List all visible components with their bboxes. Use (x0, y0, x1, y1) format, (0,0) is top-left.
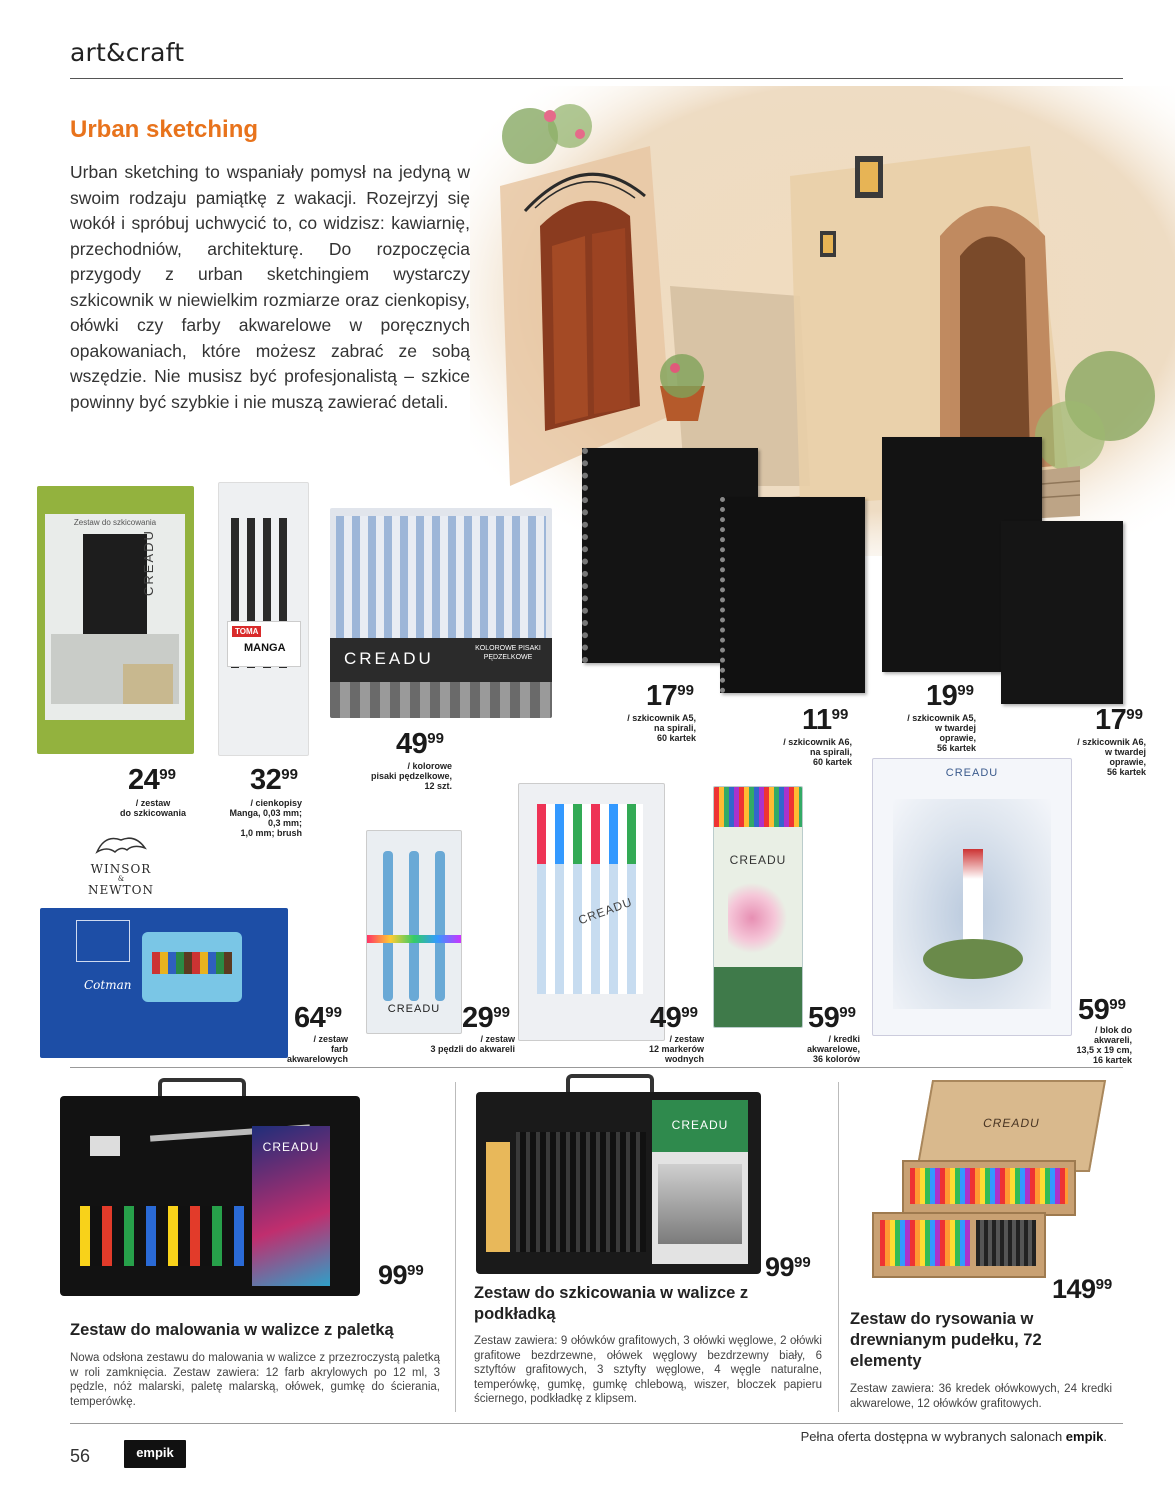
price-wooden-box: 14999 (1052, 1274, 1113, 1304)
brushes-brand: CREADU (387, 1003, 441, 1015)
painting-case-brand: CREADU (262, 1140, 320, 1154)
price-watercolour-pad: 5999 (1078, 994, 1126, 1026)
price-painting-case: 9999 (378, 1260, 424, 1290)
brush-pens-label: KOLOROWE PISAKI PĘDZELKOWE (475, 645, 541, 661)
painting-case-title: Zestaw do malowania w walizce z paletką (70, 1321, 394, 1339)
price-manga-pens: 3299 (250, 764, 298, 796)
price-pencils-tin: 5999 (808, 1002, 856, 1034)
price-sketch-set: 2499 (128, 764, 176, 796)
wooden-box-title: Zestaw do rysowania w drewnianym pudełku, 72 elementy (850, 1310, 1042, 1370)
desc-pencils-tin: / kredki akwarelowe, 36 kolorów (806, 1034, 860, 1064)
price-sketchbook-a6-spiral: 1199 (802, 704, 849, 736)
desc-cotman-set: / zestaw farb akwarelowych (286, 1034, 348, 1064)
price-sketching-case: 9999 (765, 1252, 811, 1282)
product-image-brush-pens (330, 508, 552, 718)
desc-sketchbook-a5-spiral: / szkicownik A5, na spirali, 60 kartek (627, 713, 696, 743)
desc-markers: / zestaw 12 markerów wodnych (648, 1034, 704, 1064)
product-image-watercolour-pad (872, 758, 1072, 1036)
price-sketchbook-a6-hard: 1799 (1095, 704, 1143, 736)
product-image-sketch-set (37, 486, 194, 754)
winsor-newton-logo: WINSOR & NEWTON (80, 832, 162, 897)
sketching-case-desc: Zestaw zawiera: 9 ołówków grafitowych, 3 ołówki węglowe, 2 ołówki grafitowe bezdrzewne, ołówek węglowy bezdrzewny biały, 6 sztyftów grafitowych, 3 sztyfty węglowe, 4 węgle naturalne, temperówkę, gumkę, gumkę chlebową, wiszer, bloczek papieru ściernego, podkładkę z klipsem. (474, 1335, 822, 1405)
product-image-manga-pens (218, 482, 309, 756)
box-label: Zestaw do szkicowania (73, 518, 157, 527)
brush-pens-brand: CREADU (344, 649, 434, 668)
pen-brand: TOMA (232, 626, 261, 637)
markers-brand: CREADU (576, 894, 635, 928)
pen-label: MANGA (244, 642, 286, 654)
product-image-sketching-case (476, 1074, 761, 1274)
price-sketchbook-a5-spiral: 1799 (646, 680, 694, 712)
column-divider-1 (455, 1082, 456, 1412)
desc-sketchbook-a6-hard: / szkicownik A6, w twardej oprawie, 56 kartek (1077, 737, 1146, 777)
price-markers: 4999 (650, 1002, 698, 1034)
painting-case-desc: Nowa odsłona zestawu do malowania w walizce z przezroczystą paletką w roli zamknięcia. Zestaw zawiera: 12 farb akrylowych po 12 ml, 3 pędzle, nóż malarski, paletę malarską, ołówek, gumkę do ścierania, temperówkę. (70, 1352, 440, 1408)
sketching-case-brand: CREADU (671, 1118, 729, 1132)
header-divider (70, 78, 1123, 79)
empik-logo: empik (124, 1440, 186, 1468)
price-brushes: 2999 (462, 1002, 510, 1034)
desc-watercolour-pad: / blok do akwareli, 13,5 x 19 cm, 16 kartek (1076, 1025, 1132, 1065)
street-illustration (470, 86, 1175, 556)
product-image-sketchbook-a6-spiral (720, 497, 865, 693)
griffin-icon (91, 832, 151, 858)
product-image-sketchbook-a6-hard (1001, 521, 1123, 704)
box-brand: CREADU (141, 529, 156, 596)
product-image-wooden-box (862, 1080, 1102, 1278)
wooden-box-desc: Zestaw zawiera: 36 kredek ołówkowych, 24 kredki akwarelowe, 12 ołówków grafitowych. (850, 1383, 1112, 1410)
product-image-cotman-set (40, 908, 288, 1058)
desc-sketchbook-a6-spiral: / szkicownik A6, na spirali, 60 kartek (783, 737, 852, 767)
pad-brand: CREADU (945, 767, 999, 779)
desc-brush-pens: / kolorowe pisaki pędzelkowe, 12 szt. (370, 761, 452, 791)
footer-divider (70, 1423, 1123, 1424)
article-title: Urban sketching (70, 116, 259, 143)
product-image-pencils-tin (713, 786, 803, 1028)
wooden-box-brand: CREADU (981, 1116, 1042, 1130)
price-sketchbook-a5-hard: 1999 (926, 680, 974, 712)
pencils-brand: CREADU (729, 853, 787, 867)
desc-sketch-set: / zestaw do szkicowania (119, 798, 187, 818)
footer-note: Pełna oferta dostępna w wybranych salonach empik. (800, 1429, 1107, 1444)
product-image-brushes (366, 830, 462, 1034)
price-cotman-set: 6499 (294, 1002, 342, 1034)
article-body: Urban sketching to wspaniały pomysł na jedyną w swoim rodzaju pamiątkę z wakacji. Rozejrzyj się wokół i spróbuj uchwycić to, co widzisz: kawiarnię, przechodniów, architekturę. Do rozpoczęcia przygody z urban sketchingiem wystarczy szkicownik w niewielkim rozmiarze oraz cienkopisy, ołówki czy farby akwarelowe w poręcznych opakowaniach, które możesz zabrać ze sobą wszędzie. Nie musisz być profesjonalistą – szkice powinny być szybkie i nie muszą zawierać detali. (70, 162, 470, 412)
section-divider (70, 1067, 1123, 1068)
product-image-painting-case (60, 1078, 360, 1296)
desc-brushes: / zestaw 3 pędzli do akwareli (430, 1034, 515, 1054)
product-image-markers (518, 783, 665, 1041)
cotman-label: Cotman (84, 978, 132, 992)
section-label: art&craft (70, 38, 185, 67)
page-number: 56 (70, 1446, 91, 1466)
price-brush-pens: 4999 (396, 728, 444, 760)
desc-sketchbook-a5-hard: / szkicownik A5, w twardej oprawie, 56 kartek (907, 713, 976, 753)
sketching-case-title: Zestaw do szkicowania w walizce z podkładką (474, 1284, 749, 1323)
desc-manga-pens: / cienkopisy Manga, 0,03 mm; 0,3 mm; 1,0 mm; brush (229, 798, 302, 838)
column-divider-2 (838, 1082, 839, 1412)
